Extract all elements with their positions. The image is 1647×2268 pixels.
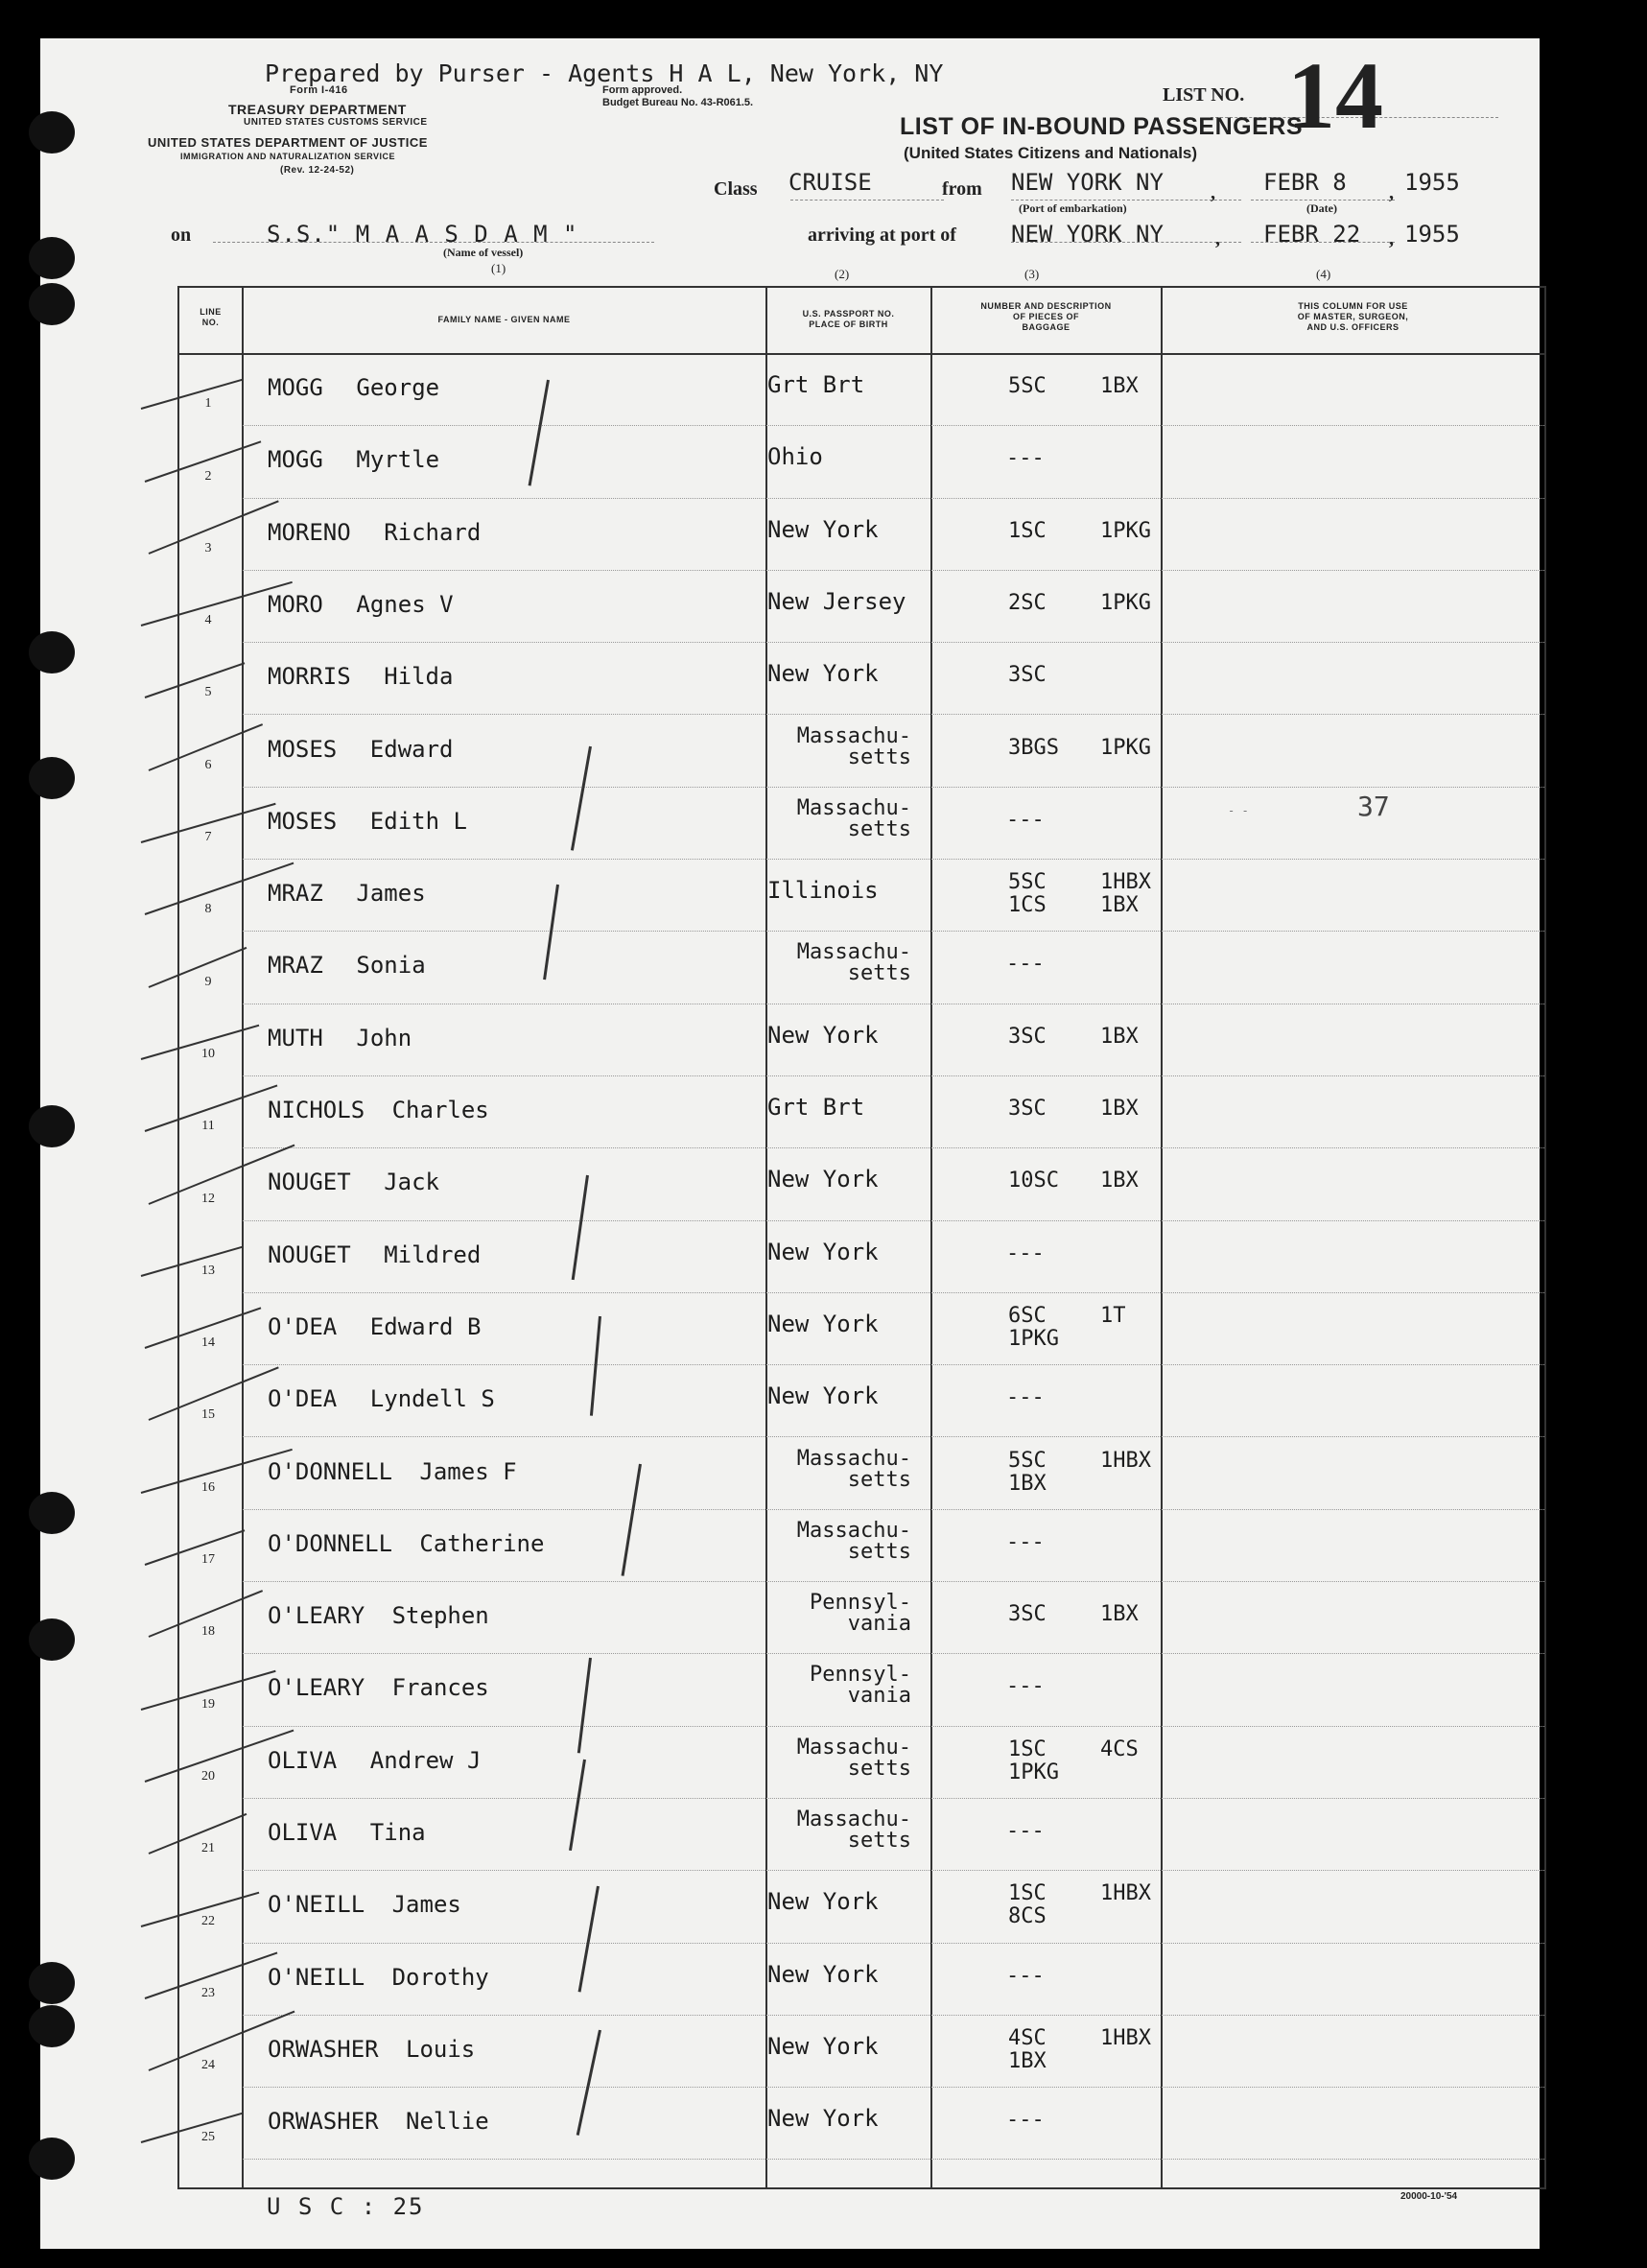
baggage-count: 1HBX [1100,870,1151,895]
line-number: 17 [201,1552,215,1568]
line-number: 22 [201,1913,215,1928]
punch-hole [29,757,75,799]
officer-mark: - - [1228,804,1249,817]
line-number: 13 [201,1263,215,1278]
line-number: 24 [201,2058,215,2073]
given-name: Agnes V [356,590,454,618]
baggage-count: 1CS [1008,893,1047,918]
line-number: 19 [201,1696,215,1712]
baggage-count: --- [1006,1385,1045,1410]
arrive-date: FEBR 22 [1263,221,1361,248]
birthplace: New York [767,1382,879,1410]
given-name: Catherine [419,1529,545,1557]
family-name: MOSES [268,807,338,835]
line-number: 6 [204,757,212,772]
punch-hole [29,2138,75,2180]
birthplace: New York [767,2105,879,2133]
birthplace: New York [767,2032,879,2060]
budget-bureau: Budget Bureau No. 43-R061.5. [602,97,754,108]
baggage-count: 1BX [1100,1097,1139,1121]
table-row [179,1075,1544,1147]
ins-service: IMMIGRATION AND NATURALIZATION SERVICE [180,152,395,161]
baggage-count: 1HBX [1100,2025,1151,2050]
col3-number: (3) [1024,267,1040,281]
baggage-count: 4CS [1100,1736,1139,1761]
justice-dept: UNITED STATES DEPARTMENT OF JUSTICE [148,135,428,150]
port-embark-caption: (Port of embarkation) [1019,201,1127,215]
given-name: Richard [384,518,482,546]
birthplace: New York [767,1021,879,1049]
comma: , [1389,182,1394,203]
family-name: MUTH [268,1024,323,1051]
row-divider [243,2159,1544,2160]
line-number: 25 [201,2130,215,2145]
line-number: 20 [201,1768,215,1784]
table-row [179,1364,1544,1436]
family-name: MRAZ [268,952,323,980]
table-row [179,1004,1544,1075]
given-name: James [391,1891,461,1919]
given-name: Edith L [369,807,467,835]
birthplace: Massachu- setts [796,1446,911,1492]
arrive-port: NEW YORK NY [1011,221,1164,248]
family-name: O'DONNELL [268,1529,393,1557]
birthplace: Massachu- setts [796,1807,911,1853]
baggage-count: --- [1006,446,1045,471]
baggage-count: 5SC [1008,1448,1047,1473]
treasury-dept: TREASURY DEPARTMENT [228,102,407,117]
family-name: MRAZ [268,880,323,908]
baggage-count: 1BX [1008,2048,1047,2073]
table-row [179,931,1544,1003]
baggage-count: 1BX [1100,1024,1139,1049]
line-number: 5 [204,685,212,700]
table-row [179,642,1544,714]
baggage-count: 3SC [1008,1024,1047,1049]
date-caption: (Date) [1306,201,1337,215]
baggage-count: --- [1006,807,1045,832]
baggage-count: 1SC [1008,1881,1047,1906]
line-number: 18 [201,1624,215,1640]
birthplace: Illinois [767,877,879,905]
table-row [179,1581,1544,1653]
col-header-name: FAMILY NAME - GIVEN NAME [437,315,571,324]
table-row [179,1220,1544,1292]
baggage-count: 6SC [1008,1303,1047,1328]
family-name: MORENO [268,518,351,546]
line-number: 23 [201,1985,215,2000]
given-name: Edward B [369,1312,482,1340]
family-name: O'DONNELL [268,1457,393,1485]
baggage-count: --- [1006,2108,1045,2133]
birthplace: New York [767,1238,879,1265]
table-row [179,859,1544,931]
class-underline [790,200,944,201]
comma: , [1215,228,1220,249]
given-name: Hilda [384,663,454,691]
punch-hole [29,1105,75,1147]
family-name: NOUGET [268,1169,351,1196]
customs-service: UNITED STATES CUSTOMS SERVICE [244,117,428,128]
manifest-title: LIST OF IN-BOUND PASSENGERS [900,113,1304,140]
family-name: MORRIS [268,663,351,691]
manifest-page [40,38,1540,2249]
birthplace: New York [767,1888,879,1916]
birthplace: Pennsyl- vania [810,1663,911,1709]
given-name: James F [419,1457,517,1485]
officer-note: 37 [1357,791,1390,822]
baggage-count: 8CS [1008,1904,1047,1929]
birthplace: New Jersey [767,587,906,615]
punch-hole [29,237,75,279]
from-port: NEW YORK NY [1011,169,1164,196]
baggage-count: --- [1006,1819,1045,1843]
line-number: 1 [204,396,212,412]
table-row [179,1870,1544,1942]
table-row [179,787,1544,859]
baggage-count: 1BX [1100,1602,1139,1627]
punch-hole [29,1962,75,2004]
punch-hole [29,1492,75,1534]
line-number: 2 [204,468,212,484]
baggage-count: 3BGS [1008,735,1059,760]
line-number: 21 [201,1841,215,1856]
family-name: NICHOLS [268,1097,365,1123]
family-name: O'LEARY [268,1674,365,1702]
family-name: ORWASHER [268,2035,379,2063]
given-name: John [356,1024,412,1051]
table-row [179,425,1544,497]
family-name: O'NEILL [268,1891,365,1919]
given-name: George [356,374,440,401]
vessel-caption: (Name of vessel) [443,246,524,259]
family-name: MOGG [268,446,323,474]
usc-count: U S C : 25 [267,2193,425,2220]
given-name: Myrtle [356,446,440,474]
col-header-passport: U.S. PASSPORT NO. PLACE OF BIRTH [802,309,895,329]
baggage-count: 1T [1100,1303,1126,1328]
baggage-count: 1SC [1008,1736,1047,1761]
class-label: Class [714,178,758,200]
given-name: Lyndell S [369,1385,495,1413]
depart-year: 1955 [1404,169,1460,196]
baggage-count: 10SC [1008,1169,1059,1193]
baggage-count: 1HBX [1100,1448,1151,1473]
from-label: from [942,178,982,200]
baggage-count: --- [1006,1240,1045,1265]
line-number: 12 [201,1191,215,1206]
birthplace: New York [767,660,879,688]
birthplace: Massachu- setts [796,795,911,841]
punch-hole [29,1618,75,1661]
punch-hole [29,283,75,325]
birthplace: Massachu- setts [796,1735,911,1781]
baggage-count: 3SC [1008,1602,1047,1627]
family-name: O'LEARY [268,1602,365,1630]
given-name: Mildred [384,1240,482,1268]
baggage-count: 1SC [1008,518,1047,543]
line-number: 4 [204,613,212,628]
on-label: on [171,224,192,246]
print-code: 20000-10-'54 [1400,2191,1458,2202]
table-row [179,715,1544,787]
punch-hole [29,111,75,154]
family-name: MOGG [268,374,323,401]
birthplace: Massachu- setts [796,940,911,986]
baggage-count: --- [1006,1674,1045,1699]
table-row [179,2015,1544,2087]
baggage-count: --- [1006,1963,1045,1988]
date-underline [1251,200,1395,201]
line-number: 8 [204,902,212,917]
baggage-count: 1PKG [1100,518,1151,543]
birthplace: Pennsyl- vania [810,1591,911,1637]
table-row [179,1509,1544,1581]
arrive-year: 1955 [1404,221,1460,248]
col-header-line: LINE NO. [200,307,222,327]
prepared-by: Prepared by Purser - Agents H A L, New York, NY [265,59,944,87]
birthplace: New York [767,1960,879,1988]
birthplace: Massachu- setts [796,723,911,769]
given-name: James [356,880,426,908]
list-no-label: LIST NO. [1163,84,1245,106]
col2-number: (2) [835,267,850,281]
family-name: ORWASHER [268,2108,379,2136]
baggage-count: 1PKG [1008,1326,1059,1351]
family-name: O'DEA [268,1312,338,1340]
baggage-count: --- [1006,1529,1045,1554]
col4-number: (4) [1316,267,1331,281]
col1-number: (1) [491,261,506,275]
birthplace: New York [767,1166,879,1193]
baggage-count: 3SC [1008,663,1047,688]
line-number: 11 [201,1119,215,1134]
punch-hole [29,2005,75,2047]
family-name: MORO [268,590,323,618]
given-name: Frances [391,1674,489,1702]
baggage-count: 5SC [1008,870,1047,895]
depart-date: FEBR 8 [1263,169,1347,196]
punch-hole [29,631,75,673]
family-name: MOSES [268,735,338,763]
birthplace: Grt Brt [767,1094,865,1121]
given-name: Sonia [356,952,426,980]
table-row [179,498,1544,570]
vessel-name: S.S." M A A S D A M " [267,221,578,248]
passenger-table [177,286,1546,2189]
given-name: Edward [369,735,454,763]
table-row [179,2087,1544,2159]
baggage-count: --- [1006,952,1045,977]
line-number: 16 [201,1479,215,1495]
given-name: Charles [391,1097,489,1123]
comma: , [1389,228,1394,249]
class-value: CRUISE [788,169,872,196]
given-name: Jack [384,1169,439,1196]
line-number: 9 [204,974,212,989]
baggage-count: 2SC [1008,590,1047,615]
baggage-count: 1BX [1100,374,1139,398]
table-row [179,353,1544,425]
birthplace: New York [767,515,879,543]
family-name: O'NEILL [268,1963,365,1991]
form-approved: Form approved. [602,84,683,96]
given-name: Stephen [391,1602,489,1630]
baggage-count: 1PKG [1100,735,1151,760]
table-row [179,1653,1544,1725]
list-no: 14 [1287,42,1383,149]
manifest-subtitle: (United States Citizens and Nationals) [904,144,1198,162]
baggage-count: 5SC [1008,374,1047,398]
line-number: 7 [204,830,212,845]
line-number: 3 [204,540,212,555]
baggage-count: 1PKG [1100,590,1151,615]
family-name: O'DEA [268,1385,338,1413]
baggage-count: 1BX [1008,1471,1047,1496]
form-number: Form I-416 [290,84,348,96]
col-header-baggage: NUMBER AND DESCRIPTION OF PIECES OF BAGGAGE [980,301,1112,332]
from-underline [1011,200,1241,201]
line-number: 14 [201,1335,215,1351]
table-row [179,1798,1544,1870]
given-name: Andrew J [369,1746,482,1774]
arriving-label: arriving at port of [808,224,956,246]
table-row [179,570,1544,642]
revision: (Rev. 12-24-52) [280,165,355,176]
line-number: 15 [201,1407,215,1423]
given-name: Nellie [406,2108,489,2136]
comma: , [1211,182,1215,203]
baggage-count: 1PKG [1008,1760,1059,1784]
family-name: OLIVA [268,1819,338,1846]
baggage-count: 1BX [1100,893,1139,918]
table-row [179,1292,1544,1364]
table-row [179,1147,1544,1219]
given-name: Dorothy [391,1963,489,1991]
baggage-count: 1BX [1100,1169,1139,1193]
birthplace: Grt Brt [767,371,865,398]
birthplace: Massachu- setts [796,1518,911,1564]
family-name: NOUGET [268,1240,351,1268]
given-name: Tina [369,1819,426,1846]
col-header-officers: THIS COLUMN FOR USE OF MASTER, SURGEON, AND U.S. OFFICERS [1297,301,1409,332]
baggage-count: 1HBX [1100,1881,1151,1906]
given-name: Louis [406,2035,476,2063]
baggage-count: 3SC [1008,1097,1047,1121]
line-number: 10 [201,1046,215,1061]
family-name: OLIVA [268,1746,338,1774]
table-row [179,1943,1544,2015]
birthplace: New York [767,1310,879,1337]
table-row [179,1726,1544,1798]
birthplace: Ohio [767,443,823,471]
table-row [179,1437,1544,1509]
baggage-count: 4SC [1008,2025,1047,2050]
